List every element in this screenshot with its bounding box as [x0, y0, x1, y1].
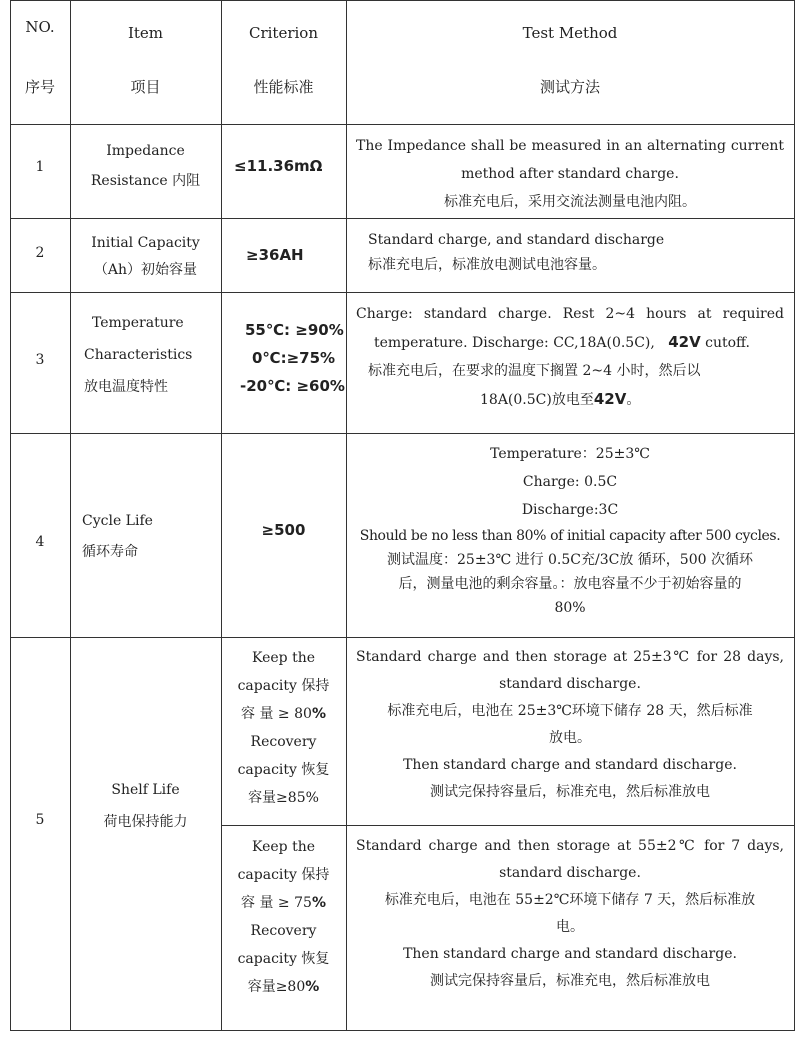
- item-text: Shelf Life: [111, 782, 180, 798]
- criterion-text: 容量≥80: [247, 979, 306, 995]
- item-text: Impedance: [106, 143, 185, 159]
- header-item: [70, 24, 221, 42]
- row-4-criterion: [221, 521, 346, 539]
- row-divider: [10, 433, 795, 434]
- row-1-item: [70, 136, 221, 196]
- method-text: 80%: [554, 600, 586, 616]
- row-1-no: [10, 159, 70, 175]
- method-line: [356, 328, 784, 357]
- criterion-text: Keep the: [252, 650, 315, 666]
- row-3-criterion: [221, 316, 346, 400]
- criterion-emphasis: %: [311, 706, 326, 722]
- sub-row-divider: [221, 825, 795, 826]
- method-text: 标准充电后，采用交流法测量电池内阻。: [444, 194, 696, 210]
- row-number: 2: [35, 245, 45, 261]
- item-text: 循环寿命: [82, 544, 138, 560]
- row-2-no: [10, 245, 70, 261]
- item-text: 荷电保持能力: [103, 814, 188, 830]
- method-text: 后，测量电池的剩余容量。：放电容量不少于初始容量的: [398, 576, 742, 592]
- criterion-line: [221, 700, 346, 728]
- header-criterion-cn-label: 性能标准: [253, 78, 314, 96]
- row-divider: [10, 637, 795, 638]
- row-5b-method: [356, 833, 784, 995]
- criterion-text: -20℃: ≥60%: [240, 377, 345, 395]
- criterion-text: Recovery: [250, 734, 317, 750]
- item-text: Cycle Life: [82, 513, 153, 529]
- criterion-text: Keep the: [252, 839, 315, 855]
- header-no-cn: [10, 76, 70, 97]
- row-2-item: [70, 230, 221, 284]
- row-5a-criterion: [221, 644, 346, 812]
- row-4-no: [10, 534, 70, 550]
- row-4-item: [82, 506, 221, 568]
- item-text: Initial Capacity: [91, 235, 200, 251]
- criterion-text: ≤11.36mΩ: [234, 157, 323, 175]
- row-divider: [10, 218, 795, 219]
- criterion-text: capacity 保持: [237, 867, 330, 883]
- header-method: [346, 24, 794, 42]
- method-text: standard discharge.: [499, 865, 641, 881]
- table-border-left: [10, 0, 11, 1031]
- method-emphasis: 42V: [668, 333, 701, 351]
- row-number: 3: [35, 352, 45, 368]
- criterion-emphasis: %: [305, 979, 320, 995]
- method-text: Temperature：25±3℃: [490, 446, 650, 462]
- header-no-cn-label: 序号: [24, 78, 55, 96]
- row-number: 4: [35, 534, 45, 550]
- row-number: 1: [35, 159, 45, 175]
- method-text: Standard charge, and standard discharge: [368, 232, 665, 248]
- item-text: Temperature: [92, 315, 184, 331]
- method-text: Charge: 0.5C: [522, 474, 618, 490]
- header-no-label: NO.: [25, 18, 55, 36]
- header-item-cn-label: 项目: [130, 78, 161, 96]
- method-text: Then standard charge and standard discharge.: [403, 946, 737, 962]
- item-text: Resistance 内阻: [90, 173, 201, 189]
- method-text: Should be no less than 80% of initial capacity after 500 cycles.: [359, 528, 781, 544]
- row-1-method: [356, 132, 784, 216]
- method-text: Then standard charge and standard discharge.: [403, 757, 737, 773]
- row-number: 5: [35, 812, 45, 828]
- row-5-item: [70, 774, 221, 838]
- criterion-emphasis: %: [311, 895, 326, 911]
- method-text: 标准充电后，电池在 25±3℃环境下储存 28 天，然后标准: [387, 703, 753, 719]
- table-border-bottom: [10, 1030, 795, 1031]
- method-text: 放电。: [549, 730, 591, 746]
- criterion-line: [221, 973, 346, 1001]
- criterion-text: 容量≥85%: [248, 790, 319, 806]
- criterion-text: ≥36AH: [246, 246, 304, 264]
- method-text: 测试完保持容量后，标准充电，然后标准放电: [430, 784, 710, 800]
- criterion-text: Recovery: [250, 923, 317, 939]
- method-text: Discharge:3C: [521, 502, 619, 518]
- criterion-text: capacity 保持: [237, 678, 330, 694]
- criterion-line: [221, 889, 346, 917]
- header-no: [10, 18, 70, 36]
- method-text: cutoff.: [705, 335, 750, 351]
- method-text: 标准充电后，在要求的温度下搁置 2~4 小时，然后以: [368, 363, 701, 379]
- method-text: The Impedance shall be measured in an alternating current: [356, 138, 784, 154]
- item-text: （Ah）初始容量: [93, 262, 198, 278]
- row-5a-method: [356, 644, 784, 806]
- method-text: Standard charge and then storage at 55±2℃ for 7 days,: [356, 838, 784, 854]
- header-method-cn-label: 测试方法: [539, 78, 600, 96]
- criterion-text: 0℃:≥75%: [252, 349, 336, 367]
- row-2-criterion: [246, 246, 346, 264]
- method-line: [356, 385, 784, 414]
- method-text: Charge: standard charge. Rest 2~4 hours at required: [356, 306, 784, 322]
- header-item-cn: [70, 76, 221, 97]
- item-text: 放电温度特性: [84, 379, 168, 395]
- row-2-method: [368, 228, 788, 278]
- criterion-text: capacity 恢复: [237, 762, 330, 778]
- spec-table: [10, 0, 795, 1031]
- method-text: 电。: [556, 919, 584, 935]
- header-criterion: [221, 24, 346, 42]
- header-item-label: Item: [127, 24, 164, 42]
- criterion-text: ≥500: [261, 521, 306, 539]
- row-divider: [10, 292, 795, 293]
- method-text: method after standard charge.: [461, 166, 679, 182]
- column-divider: [346, 0, 347, 1031]
- method-text: 标准充电后，标准放电测试电池容量。: [368, 257, 606, 273]
- method-text: 。: [626, 392, 641, 408]
- criterion-text: 55℃: ≥90%: [245, 321, 344, 339]
- method-text: standard discharge.: [499, 676, 641, 692]
- table-border-right: [794, 0, 795, 1031]
- row-4-method: [356, 440, 784, 620]
- row-3-method: [356, 300, 784, 414]
- row-5b-criterion: [221, 833, 346, 1001]
- method-text: 测试温度：25±3℃ 进行 0.5C充/3C放 循环，500 次循环: [387, 552, 753, 568]
- method-emphasis: 42V: [593, 390, 627, 408]
- row-3-item: [84, 307, 221, 403]
- item-text: Characteristics: [84, 347, 193, 363]
- table-border-top: [10, 0, 795, 1]
- criterion-text: capacity 恢复: [237, 951, 330, 967]
- criterion-text: 容 量 ≥ 80: [241, 706, 312, 722]
- header-method-label: Test Method: [522, 24, 618, 42]
- method-text: temperature. Discharge: CC,18A(0.5C),: [374, 335, 655, 351]
- method-text: 标准充电后，电池在 55±2℃环境下储存 7 天，然后标准放: [384, 892, 756, 908]
- method-text: 18A(0.5C)放电至: [480, 392, 594, 408]
- criterion-text: 容 量 ≥ 75: [241, 895, 312, 911]
- row-1-criterion: [234, 157, 344, 175]
- header-criterion-cn: [221, 76, 346, 97]
- row-divider: [10, 124, 795, 125]
- row-3-no: [10, 352, 70, 368]
- header-criterion-label: Criterion: [248, 24, 318, 42]
- header-method-cn: [346, 76, 794, 97]
- method-text: 测试完保持容量后，标准充电，然后标准放电: [430, 973, 710, 989]
- row-5-no: [10, 812, 70, 828]
- method-text: Standard charge and then storage at 25±3℃ for 28 days,: [356, 649, 784, 665]
